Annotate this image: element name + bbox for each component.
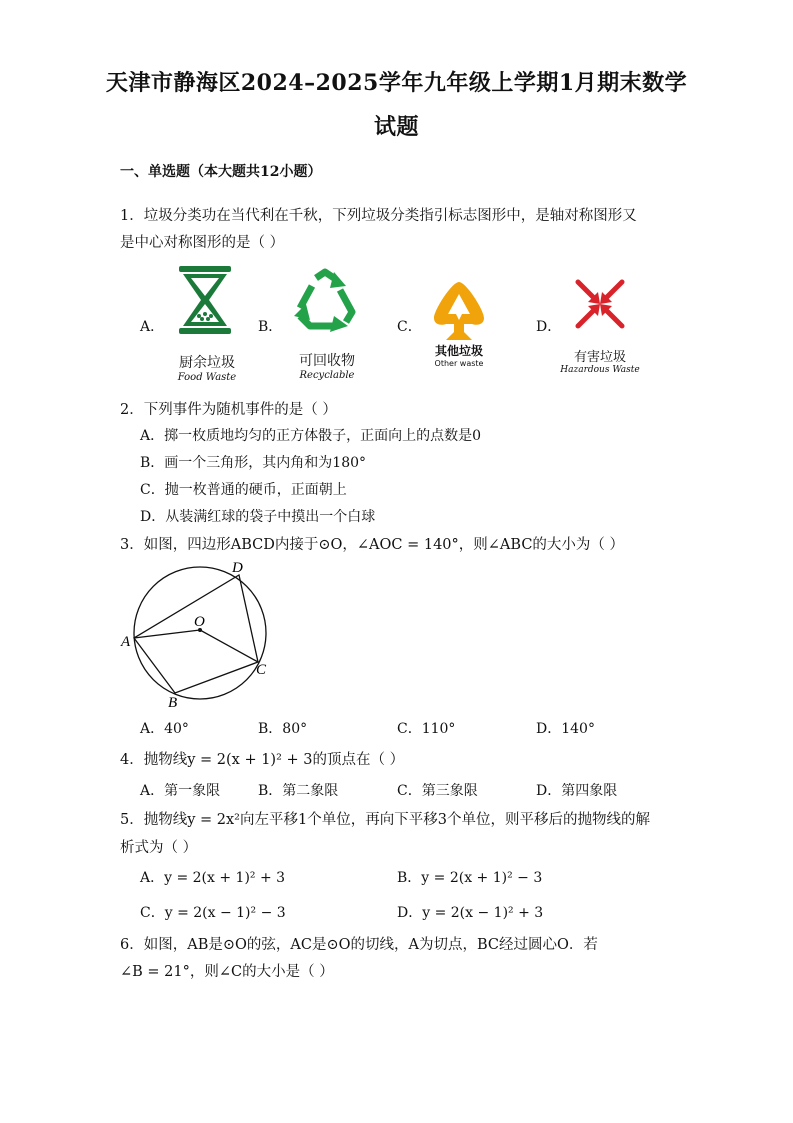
food-waste-icon xyxy=(177,266,233,334)
food-waste-caption xyxy=(152,352,262,383)
q2-option-b: B．画一个三角形，其内角和为180° xyxy=(140,455,367,471)
segment-ao xyxy=(134,630,200,638)
section-heading: 一、单选题（本大题共12小题） xyxy=(120,164,322,180)
q6-stem-line1: 6．如图，AB是⊙O的弦，AC是⊙O的切线，A为切点，BC经过圆心O．若 xyxy=(120,937,598,953)
food-waste-cn: 厨余垃圾 xyxy=(179,355,235,371)
q1-option-b-label: B． xyxy=(258,319,283,335)
other-waste-cn: 其他垃圾 xyxy=(434,344,483,358)
q3-stem: 3．如图，四边形ABCD内接于⊙O，∠AOC = 140°，则∠ABC的大小为（ ） xyxy=(120,537,625,553)
recycle-icon xyxy=(290,268,360,332)
doc-title-line1: 天津市静海区2024–2025学年九年级上学期1月期末数学 xyxy=(105,70,688,96)
segment-oc xyxy=(200,630,258,662)
q1-option-a-label: A． xyxy=(140,319,165,335)
q1-stem-line1: 1．垃圾分类功在当代利在千秋，下列垃圾分类指引标志图形中，是轴对称图形又 xyxy=(120,208,637,224)
q2-stem: 2．下列事件为随机事件的是（ ） xyxy=(120,402,337,418)
q5-option-c: C．y = 2(x − 1)² − 3 xyxy=(140,905,286,921)
q1-option-c-label: C． xyxy=(397,319,422,335)
other-waste-caption xyxy=(404,342,514,368)
other-waste-icon xyxy=(432,280,486,342)
q1-stem-line2: 是中心对称图形的是（ ） xyxy=(120,235,285,251)
point-c-label: C xyxy=(256,662,267,678)
hazardous-waste-cn: 有害垃圾 xyxy=(573,350,626,365)
other-waste-en: Other waste xyxy=(434,359,484,368)
point-b-label: B xyxy=(168,695,178,710)
point-a-label: A xyxy=(121,634,131,650)
q4-option-d: D．第四象限 xyxy=(536,783,618,799)
q2-option-a: A．掷一枚质地均匀的正方体骰子，正面向上的点数是0 xyxy=(140,428,482,444)
q5-option-b: B．y = 2(x + 1)² − 3 xyxy=(397,870,543,886)
q5-option-d: D．y = 2(x − 1)² + 3 xyxy=(397,905,544,921)
q1-option-d-label: D． xyxy=(536,319,562,335)
q2-option-c: C．抛一枚普通的硬币，正面朝上 xyxy=(140,482,347,498)
q5-stem-line2: 析式为（ ） xyxy=(120,840,198,856)
quadrilateral-abcd xyxy=(134,575,258,693)
point-o-label: O xyxy=(194,614,205,630)
recyclable-cn: 可回收物 xyxy=(299,353,355,369)
q6-stem-line2: ∠B = 21°，则∠C的大小是（ ） xyxy=(120,964,334,980)
recyclable-en: Recyclable xyxy=(299,370,355,381)
q3-option-a: A．40° xyxy=(140,721,189,737)
q5-option-a: A．y = 2(x + 1)² + 3 xyxy=(140,870,286,886)
q4-option-a: A．第一象限 xyxy=(140,783,221,799)
q4-option-c: C．第三象限 xyxy=(397,783,478,799)
q2-option-d: D．从装满红球的袋子中摸出一个白球 xyxy=(140,509,376,525)
food-waste-en: Food Waste xyxy=(177,372,237,383)
recyclable-caption xyxy=(272,350,382,381)
q3-option-b: B．80° xyxy=(258,721,308,737)
hazardous-waste-caption xyxy=(545,346,655,375)
doc-title-line2: 试题 xyxy=(373,114,419,140)
q3-option-c: C．110° xyxy=(397,721,456,737)
q4-option-b: B．第二象限 xyxy=(258,783,339,799)
circle-o xyxy=(134,567,266,699)
hazardous-waste-icon xyxy=(574,278,626,330)
q3-option-d: D．140° xyxy=(536,721,595,737)
point-d-label: D xyxy=(232,560,243,576)
q4-stem: 4．抛物线y = 2(x + 1)² + 3的顶点在（ ） xyxy=(120,752,405,768)
hazardous-waste-en: Hazardous Waste xyxy=(560,365,640,375)
q5-stem-line1: 5．抛物线y = 2x²向左平移1个单位，再向下平移3个单位，则平移后的抛物线的解 xyxy=(120,812,650,828)
q3-circle-diagram xyxy=(118,558,278,710)
